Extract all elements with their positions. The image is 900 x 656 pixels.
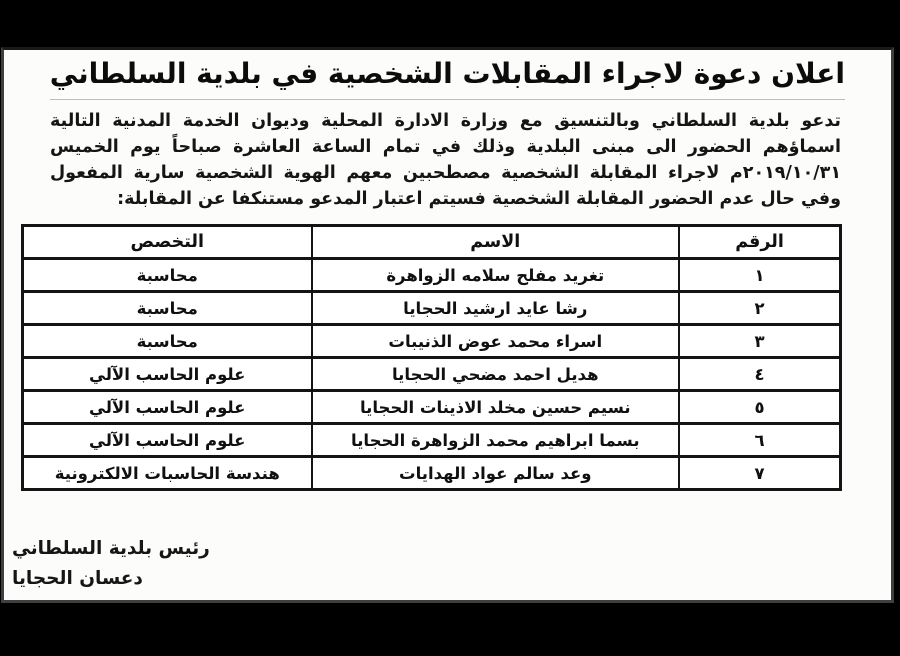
signature-block bbox=[12, 534, 210, 594]
cell-number: ٤ bbox=[679, 358, 840, 391]
cell-specialization: هندسة الحاسبات الالكترونية bbox=[23, 457, 312, 490]
cell-number: ١ bbox=[679, 259, 840, 292]
cell-name: رشا عايد ارشيد الحجايا bbox=[312, 292, 680, 325]
document-sheet bbox=[1, 47, 894, 603]
cell-name: وعد سالم عواد الهدايات bbox=[312, 457, 680, 490]
cell-number: ٢ bbox=[679, 292, 840, 325]
cell-specialization: علوم الحاسب الآلي bbox=[23, 358, 312, 391]
table-row bbox=[23, 325, 841, 358]
cell-name: بسما ابراهيم محمد الزواهرة الحجايا bbox=[312, 424, 680, 457]
cell-number: ٣ bbox=[679, 325, 840, 358]
table-row bbox=[23, 259, 841, 292]
table-row bbox=[23, 292, 841, 325]
signature-title: رئيس بلدية السلطاني bbox=[12, 538, 210, 559]
table-header-row bbox=[23, 226, 841, 259]
cell-specialization: محاسبة bbox=[23, 292, 312, 325]
cell-number: ٧ bbox=[679, 457, 840, 490]
cell-name: هديل احمد مضحي الحجايا bbox=[312, 358, 680, 391]
cell-specialization: علوم الحاسب الآلي bbox=[23, 391, 312, 424]
header-cell-number: الرقم bbox=[679, 226, 840, 259]
table-row bbox=[23, 424, 841, 457]
cell-number: ٦ bbox=[679, 424, 840, 457]
table-row bbox=[23, 391, 841, 424]
header-cell-specialization: التخصص bbox=[23, 226, 312, 259]
cell-specialization: علوم الحاسب الآلي bbox=[23, 424, 312, 457]
cell-name: اسراء محمد عوض الذنيبات bbox=[312, 325, 680, 358]
header-cell-name: الاسم bbox=[312, 226, 680, 259]
intro-paragraph: تدعو بلدية السلطاني وبالتنسيق مع وزارة الادارة المحلية وديوان الخدمة المدنية التالية اسماؤهم الحضور الى مبنى البلدية وذلك في تمام الساعة العاشرة صباحاً يوم الخميس ٢٠١٩/١٠/٣١م لاجراء المقابلة الشخصية مصطحبين معهم الهوية الشخصية سارية المفعول وفي حال عدم الحضور المقابلة الشخصية فسيتم اعتبار المدعو مستنكفا عن المقابلة: bbox=[50, 111, 841, 209]
cell-name: نسيم حسين مخلد الاذينات الحجايا bbox=[312, 391, 680, 424]
cell-specialization: محاسبة bbox=[23, 325, 312, 358]
cell-number: ٥ bbox=[679, 391, 840, 424]
table-row bbox=[23, 358, 841, 391]
cell-name: تغريد مفلح سلامه الزواهرة bbox=[312, 259, 680, 292]
cell-specialization: محاسبة bbox=[23, 259, 312, 292]
announcement-title: اعلان دعوة لاجراء المقابلات الشخصية في بلدية السلطاني bbox=[50, 54, 845, 100]
signature-name: دعسان الحجايا bbox=[12, 568, 143, 589]
table-row bbox=[23, 457, 841, 490]
interviews-table bbox=[21, 224, 842, 491]
